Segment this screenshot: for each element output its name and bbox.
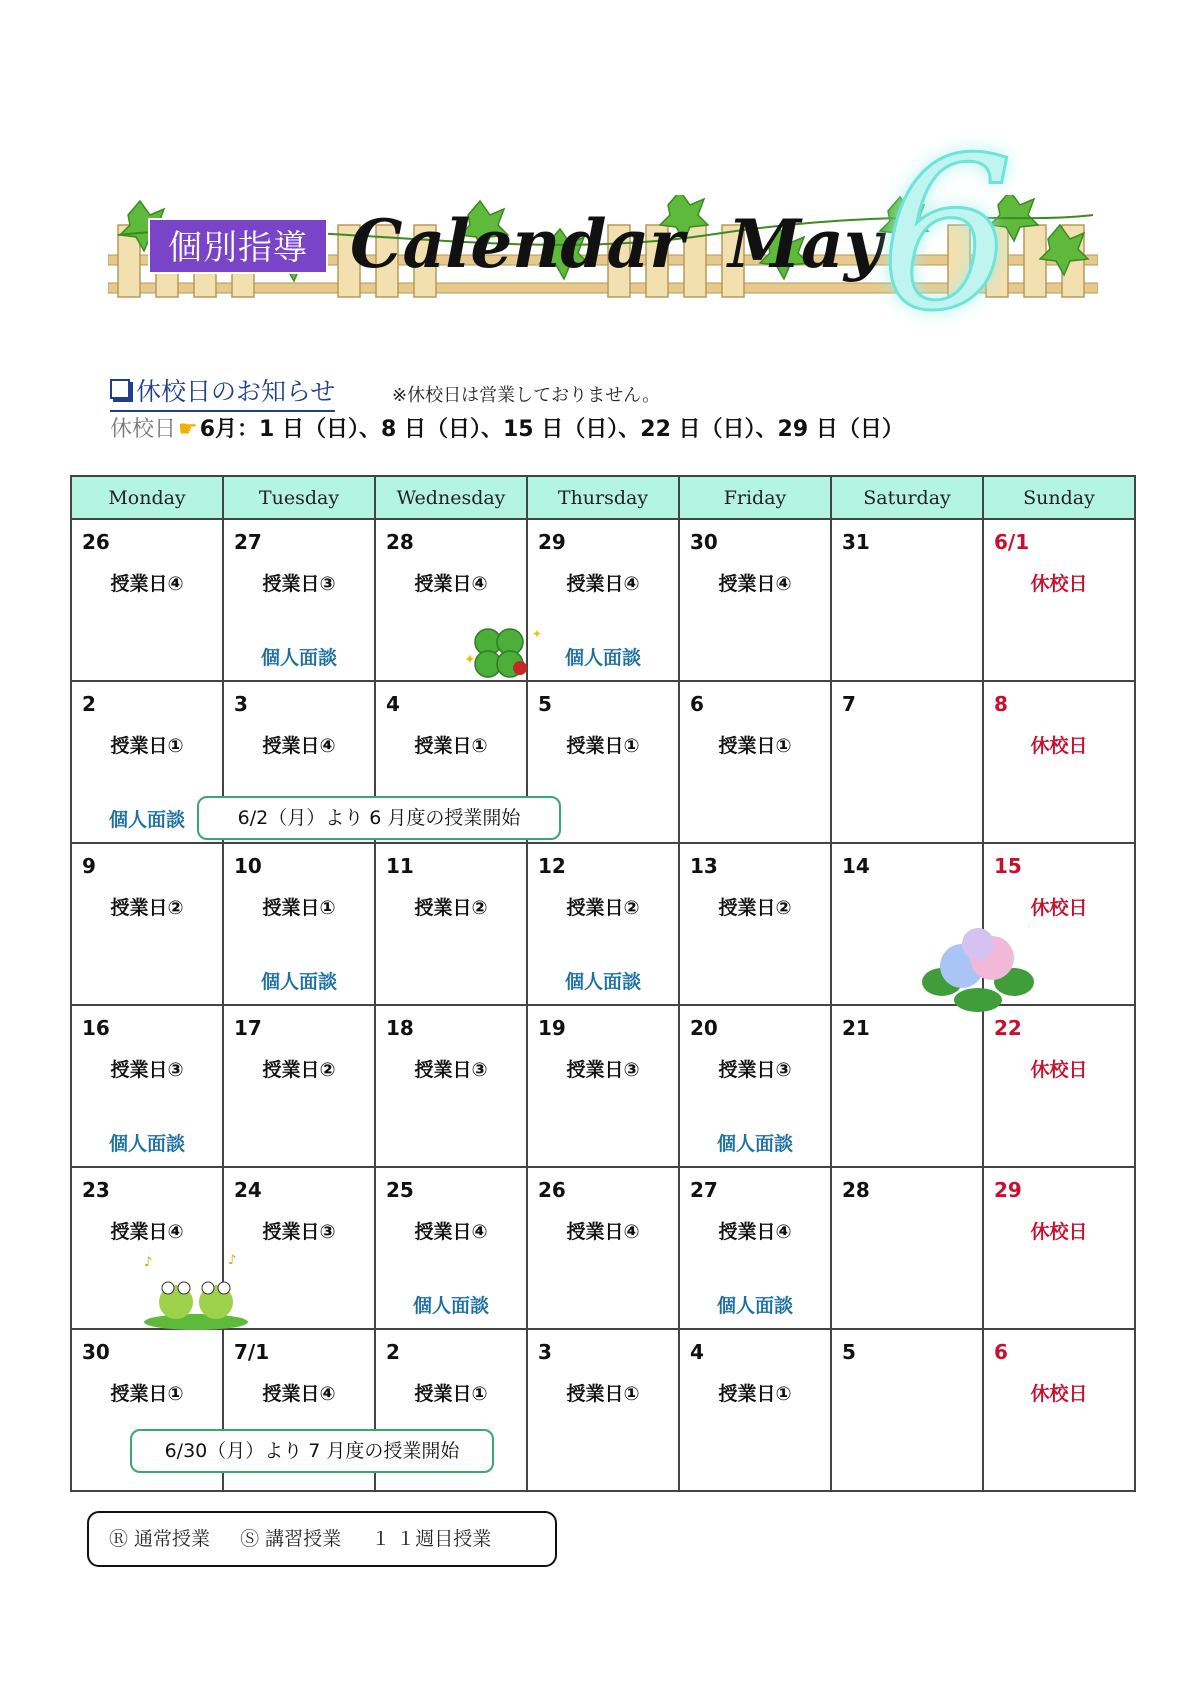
lesson-day-label: 授業日② — [414, 897, 488, 919]
calendar-day-cell — [983, 681, 1135, 843]
june-start-announcement: 6/2（月）より 6 月度の授業開始 — [197, 796, 561, 840]
day-number: 12 — [538, 854, 566, 878]
legend-box — [87, 1511, 557, 1567]
four-leaf-clover-icon — [458, 620, 548, 690]
personal-meeting-label: 個人面談 — [716, 1133, 793, 1155]
lesson-day-label: 授業日② — [718, 897, 792, 919]
svg-text:✦: ✦ — [464, 652, 476, 668]
day-number: 17 — [234, 1016, 262, 1040]
calendar-day-cell — [831, 1329, 983, 1491]
personal-meeting-label: 個人面談 — [108, 1133, 185, 1155]
calendar-day-cell — [527, 519, 679, 681]
day-number: 6/1 — [994, 530, 1030, 554]
lesson-day-label: 授業日④ — [414, 573, 488, 595]
day-number: 22 — [994, 1016, 1022, 1040]
calendar-day-cell — [71, 843, 223, 1005]
day-number: 30 — [82, 1340, 110, 1364]
personal-meeting-label: 個人面談 — [412, 1295, 489, 1317]
day-number: 13 — [690, 854, 718, 878]
lesson-day-label: 授業日④ — [718, 573, 792, 595]
legend-seasonal: Ⓢ 講習授業 — [240, 1528, 342, 1550]
school-closed-label: 休校日 — [1030, 573, 1088, 595]
lesson-day-label: 授業日④ — [110, 573, 184, 595]
hydrangea-icon — [922, 922, 1034, 1012]
lesson-day-label: 授業日① — [718, 735, 792, 757]
day-number: 27 — [234, 530, 262, 554]
calendar-day-cell — [527, 843, 679, 1005]
month-number: 6 — [880, 112, 1014, 357]
lesson-day-label: 授業日④ — [262, 1383, 336, 1405]
lesson-day-label: 授業日③ — [110, 1059, 184, 1081]
lesson-day-label: 授業日③ — [566, 1059, 640, 1081]
lesson-day-label: 授業日④ — [262, 735, 336, 757]
month-word: May — [728, 205, 883, 283]
day-number: 9 — [82, 854, 96, 878]
personal-meeting-label: 個人面談 — [260, 971, 337, 993]
individual-guidance-badge: 個別指導 — [148, 218, 328, 274]
school-closed-label: 休校日 — [1030, 1221, 1088, 1243]
day-number: 28 — [386, 530, 414, 554]
lesson-day-label: 授業日④ — [110, 1221, 184, 1243]
day-number: 18 — [386, 1016, 414, 1040]
svg-text:♪: ♪ — [144, 1255, 153, 1270]
day-number: 2 — [82, 692, 96, 716]
calendar-day-cell — [679, 1167, 831, 1329]
day-number: 26 — [82, 530, 110, 554]
lesson-day-label: 授業日③ — [262, 1221, 336, 1243]
day-number: 14 — [842, 854, 870, 878]
lesson-day-label: 授業日① — [110, 1383, 184, 1405]
day-number: 8 — [994, 692, 1008, 716]
lesson-day-label: 授業日③ — [262, 573, 336, 595]
day-number: 26 — [538, 1178, 566, 1202]
holiday-notice-heading: 休校日のお知らせ — [110, 372, 335, 412]
weekday-header: Monday — [71, 476, 223, 519]
day-number: 10 — [234, 854, 262, 878]
day-number: 30 — [690, 530, 718, 554]
day-number: 3 — [234, 692, 248, 716]
svg-text:✦: ✦ — [532, 627, 543, 641]
lesson-day-label: 授業日④ — [718, 1221, 792, 1243]
calendar-day-cell — [679, 681, 831, 843]
calendar-week-row — [71, 1005, 1135, 1167]
calendar-day-cell — [679, 843, 831, 1005]
holiday-notice-note: ※休校日は営業しておりません。 — [392, 385, 661, 406]
calendar-title: Calendar — [350, 205, 685, 283]
personal-meeting-label: 個人面談 — [564, 971, 641, 993]
lesson-day-label: 授業日① — [718, 1383, 792, 1405]
day-number: 3 — [538, 1340, 552, 1364]
day-number: 5 — [842, 1340, 856, 1364]
weekday-header: Wednesday — [375, 476, 527, 519]
school-closed-label: 休校日 — [1030, 735, 1088, 757]
day-number: 5 — [538, 692, 552, 716]
day-number: 16 — [82, 1016, 110, 1040]
day-number: 2 — [386, 1340, 400, 1364]
calendar-week-row — [71, 519, 1135, 681]
weekday-header: Saturday — [831, 476, 983, 519]
day-number: 23 — [82, 1178, 110, 1202]
lesson-day-label: 授業日③ — [414, 1059, 488, 1081]
calendar-day-cell — [223, 519, 375, 681]
frogs-singing-icon — [140, 1252, 252, 1332]
legend-regular: Ⓡ 通常授業 — [109, 1528, 211, 1550]
day-number: 21 — [842, 1016, 870, 1040]
calendar-day-cell — [679, 1329, 831, 1491]
lesson-day-label: 授業日① — [414, 735, 488, 757]
svg-text:♪: ♪ — [228, 1253, 237, 1268]
personal-meeting-label: 個人面談 — [716, 1295, 793, 1317]
lesson-day-label: 授業日① — [262, 897, 336, 919]
pointing-hand-icon: ☛ — [178, 417, 198, 442]
calendar-day-cell — [831, 519, 983, 681]
calendar-day-cell — [223, 843, 375, 1005]
calendar-day-cell — [831, 1167, 983, 1329]
day-number: 15 — [994, 854, 1022, 878]
school-closed-label: 休校日 — [1030, 897, 1088, 919]
calendar-day-cell — [375, 843, 527, 1005]
lesson-day-label: 授業日② — [566, 897, 640, 919]
day-number: 6 — [690, 692, 704, 716]
lesson-day-label: 授業日② — [110, 897, 184, 919]
weekday-header: Tuesday — [223, 476, 375, 519]
lesson-day-label: 授業日② — [262, 1059, 336, 1081]
day-number: 19 — [538, 1016, 566, 1040]
calendar-day-cell — [679, 1005, 831, 1167]
day-number: 29 — [994, 1178, 1022, 1202]
lesson-day-label: 授業日④ — [414, 1221, 488, 1243]
calendar-day-cell — [983, 1329, 1135, 1491]
weekday-header-row — [71, 476, 1135, 519]
calendar-day-cell — [71, 1005, 223, 1167]
day-number: 7/1 — [234, 1340, 270, 1364]
holiday-label: 休校日 — [110, 417, 177, 442]
day-number: 4 — [690, 1340, 704, 1364]
day-number: 29 — [538, 530, 566, 554]
calendar-day-cell — [983, 1005, 1135, 1167]
calendar-day-cell — [375, 1005, 527, 1167]
calendar-day-cell — [983, 1167, 1135, 1329]
personal-meeting-label: 個人面談 — [260, 647, 337, 669]
july-start-announcement: 6/30（月）より 7 月度の授業開始 — [130, 1429, 494, 1473]
personal-meeting-label: 個人面談 — [108, 809, 185, 831]
calendar-day-cell — [527, 1005, 679, 1167]
day-number: 31 — [842, 530, 870, 554]
holiday-dates: 6月：1 日（日）、8 日（日）、15 日（日）、22 日（日）、29 日（日） — [199, 417, 904, 442]
day-number: 20 — [690, 1016, 718, 1040]
day-number: 4 — [386, 692, 400, 716]
lesson-day-label: 授業日① — [566, 735, 640, 757]
calendar-day-cell — [983, 519, 1135, 681]
weekday-header: Friday — [679, 476, 831, 519]
legend-week1: １ １週目授業 — [371, 1528, 492, 1550]
holiday-dates-line — [110, 412, 904, 443]
calendar-day-cell — [527, 1167, 679, 1329]
lesson-day-label: 授業日③ — [718, 1059, 792, 1081]
calendar-day-cell — [223, 1005, 375, 1167]
calendar-day-cell — [679, 519, 831, 681]
day-number: 24 — [234, 1178, 262, 1202]
weekday-header: Sunday — [983, 476, 1135, 519]
lesson-day-label: 授業日④ — [566, 573, 640, 595]
day-number: 6 — [994, 1340, 1008, 1364]
checkbox-bullet-icon — [110, 379, 130, 399]
day-number: 28 — [842, 1178, 870, 1202]
lesson-day-label: 授業日① — [110, 735, 184, 757]
calendar-day-cell — [527, 1329, 679, 1491]
lesson-day-label: 授業日① — [566, 1383, 640, 1405]
day-number: 27 — [690, 1178, 718, 1202]
calendar-day-cell — [71, 519, 223, 681]
school-closed-label: 休校日 — [1030, 1383, 1088, 1405]
calendar-day-cell — [831, 1005, 983, 1167]
lesson-day-label: 授業日① — [414, 1383, 488, 1405]
day-number: 11 — [386, 854, 414, 878]
day-number: 7 — [842, 692, 856, 716]
lesson-day-label: 授業日④ — [566, 1221, 640, 1243]
school-closed-label: 休校日 — [1030, 1059, 1088, 1081]
calendar-day-cell — [375, 1167, 527, 1329]
day-number: 25 — [386, 1178, 414, 1202]
calendar-day-cell — [831, 681, 983, 843]
personal-meeting-label: 個人面談 — [564, 647, 641, 669]
weekday-header: Thursday — [527, 476, 679, 519]
